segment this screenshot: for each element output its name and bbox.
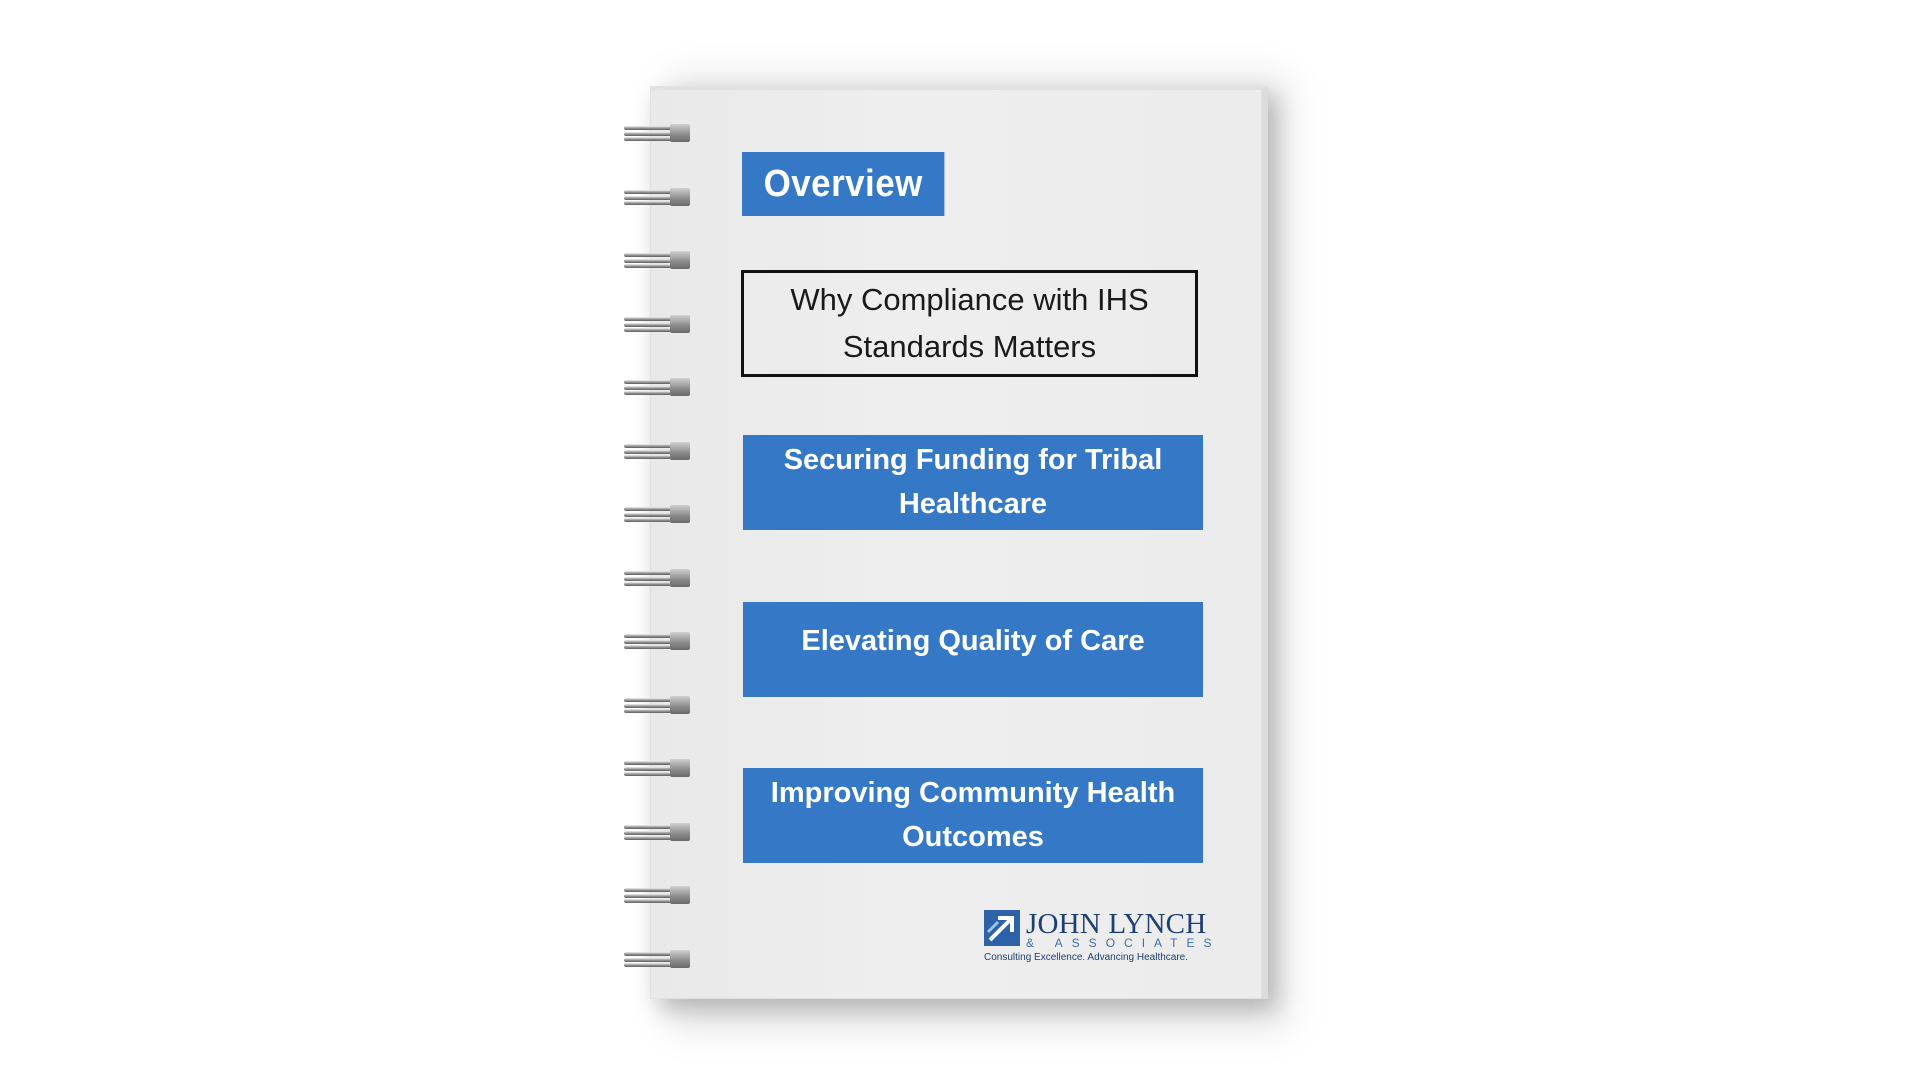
arrow-logo-icon (984, 910, 1020, 946)
compliance-heading-text: Why Compliance with IHS Standards Matters (790, 282, 1149, 364)
spiral-ring (624, 823, 690, 841)
spiral-ring (624, 950, 690, 968)
spiral-hole (670, 378, 690, 396)
spiral-ring (624, 886, 690, 904)
spiral-ring (624, 251, 690, 269)
spiral-ring (624, 124, 690, 142)
spiral-hole (670, 886, 690, 904)
logo-sub: & ASSOCIATES (1026, 936, 1221, 950)
spiral-hole (670, 950, 690, 968)
spiral-hole (670, 505, 690, 523)
spiral-hole (670, 251, 690, 269)
overview-title (742, 152, 944, 216)
item-box-community (743, 768, 1203, 863)
spiral-hole (670, 442, 690, 460)
spiral-ring (624, 188, 690, 206)
spiral-ring (624, 759, 690, 777)
spiral-ring (624, 632, 690, 650)
spiral-ring (624, 696, 690, 714)
item-box-quality (743, 602, 1203, 697)
spiral-ring (624, 315, 690, 333)
spiral-hole (670, 188, 690, 206)
spiral-ring (624, 505, 690, 523)
item-label-community: Improving Community Health Outcomes (770, 777, 1176, 853)
spiral-hole (670, 124, 690, 142)
spiral-hole (670, 569, 690, 587)
spiral-hole (670, 696, 690, 714)
spiral-ring (624, 569, 690, 587)
logo-tagline: Consulting Excellence. Advancing Healthcare. (984, 952, 1189, 963)
spiral-hole (670, 632, 690, 650)
spiral-hole (670, 759, 690, 777)
overview-title-text: Overview (763, 162, 923, 205)
spiral-binding (624, 120, 694, 970)
logo-name: JOHN LYNCH (1026, 908, 1207, 940)
item-label-funding: Securing Funding for Tribal Healthcare (783, 444, 1163, 520)
compliance-heading-box (741, 270, 1198, 377)
spiral-hole (670, 315, 690, 333)
spiral-ring (624, 378, 690, 396)
item-box-funding (743, 435, 1203, 530)
item-label-quality: Elevating Quality of Care (801, 625, 1145, 657)
spiral-hole (670, 823, 690, 841)
company-logo (984, 908, 1221, 968)
spiral-ring (624, 442, 690, 460)
